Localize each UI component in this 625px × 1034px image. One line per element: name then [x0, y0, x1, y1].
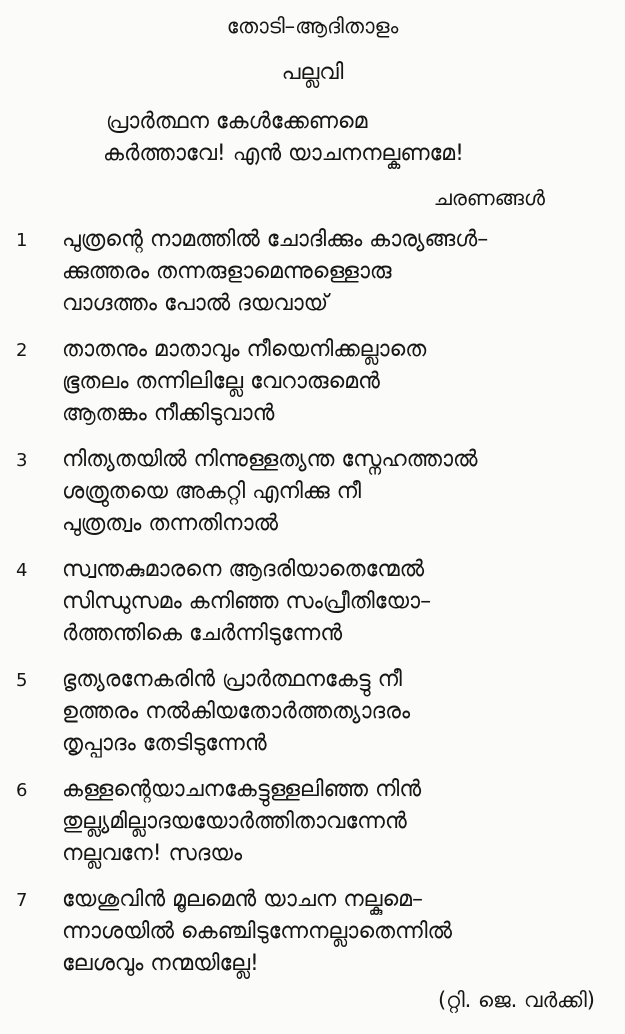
- stanza-line: തുല്ല്യമില്ലാദയയോർത്തിതാവന്നേൻ: [62, 809, 407, 834]
- stanza-line: വാഗ്ദത്തം പോൽ ദയവായ്: [62, 291, 329, 316]
- stanza-line: നല്ലവനേ! സദയം: [62, 841, 243, 866]
- author-credit: (റ്റി. ജെ. വർക്കി): [437, 988, 595, 1012]
- stanza-line: ക്കുത്തരം തന്നരുളാമെന്നുള്ളൊരു: [62, 259, 392, 284]
- stanza-number: 2: [16, 340, 28, 361]
- stanza-line: ശത്രുതയെ അകറ്റി എനിക്കു നീ: [62, 479, 361, 504]
- stanza-line: ന്നാശയിൽ കെഞ്ചിടുന്നേനല്ലാതെന്നിൽ: [62, 919, 453, 944]
- stanza: [16, 554, 611, 650]
- stanza-list: [16, 224, 611, 994]
- charanam-heading: ചരണങ്ങൾ: [433, 186, 545, 210]
- stanza-line: ഭൂതലം തന്നിലില്ലേ വേറാരുമെൻ: [62, 369, 380, 394]
- stanza-line: ലേശവും നന്മയില്ലേ!: [62, 951, 259, 976]
- stanza-line: താതനും മാതാവും നീയെനിക്കല്ലാതെ: [62, 337, 427, 362]
- stanza-line: തൃപ്പാദം തേടിടുന്നേൻ: [62, 731, 267, 756]
- stanza: [16, 444, 611, 540]
- stanza: [16, 224, 611, 320]
- stanza-line: ഉത്തരം നൽകിയതോർത്തത്യാദരം: [62, 699, 411, 724]
- stanza-line: കള്ളന്റെയാചനകേട്ടുള്ളലിഞ്ഞ നിൻ: [62, 777, 422, 802]
- pallavi-heading: പല്ലവി: [281, 60, 344, 85]
- stanza-line: സ്വന്തകുമാരനെ ആദരിയാതെന്മേൽ: [62, 557, 425, 582]
- stanza-number: 5: [16, 670, 28, 691]
- stanza: [16, 664, 611, 760]
- stanza-number: 4: [16, 560, 28, 581]
- stanza-number: 3: [16, 450, 28, 471]
- stanza-line: പുത്രന്റെ നാമത്തിൽ ചോദിക്കും കാര്യങ്ങൾ–: [62, 227, 489, 252]
- stanza-number: 7: [16, 890, 28, 911]
- stanza-line: സിന്ധുസമം കനിഞ്ഞ സംപ്രീതിയോ–: [62, 589, 432, 614]
- stanza: [16, 884, 611, 980]
- stanza-line: പുത്രത്വം തന്നതിനാൽ: [62, 511, 278, 536]
- stanza-number: 6: [16, 780, 28, 801]
- stanza-line: നിത്യതയിൽ നിന്നുള്ളത്യന്ത സ്നേഹത്താൽ: [62, 447, 478, 472]
- stanza-line: യേശുവിൻ മൂലമെൻ യാചന നല്കുമെ–: [62, 887, 423, 912]
- stanza-line: ആതങ്കം നീക്കിടുവാൻ: [62, 401, 275, 426]
- stanza: [16, 774, 611, 870]
- pallavi-line: കർത്താവേ! എൻ യാചനനല്കണമേ!: [103, 141, 464, 166]
- stanza-number: 1: [16, 230, 28, 251]
- stanza-line: ഭൃത്യരനേകരിൻ പ്രാർത്ഥനകേട്ടു നീ: [62, 667, 402, 692]
- pallavi-line: പ്രാർത്ഥന കേൾക്കേണമെ: [106, 109, 368, 134]
- raga-tala-heading: തോടി–ആദിതാളം: [226, 14, 399, 38]
- pallavi-block: [103, 106, 464, 170]
- stanza: [16, 334, 611, 430]
- stanza-line: ർത്തന്തികെ ചേർന്നിടുന്നേൻ: [62, 621, 343, 646]
